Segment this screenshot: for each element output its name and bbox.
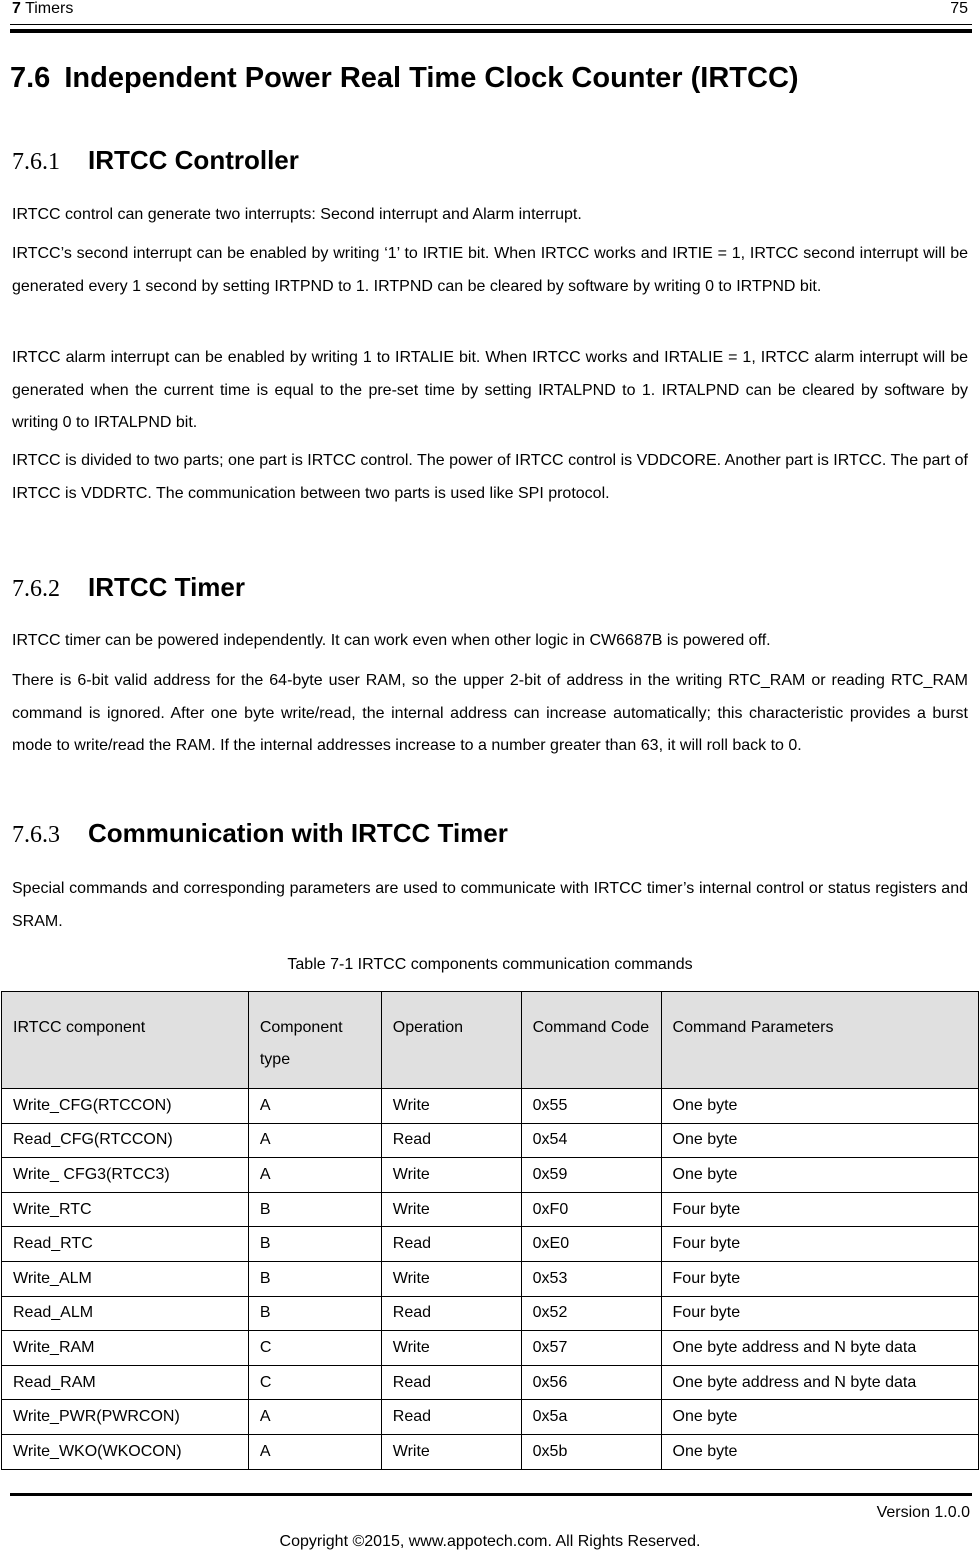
table-cell: C	[248, 1365, 381, 1400]
table-row	[2, 1261, 979, 1296]
table-row	[2, 1365, 979, 1400]
table-cell: B	[248, 1296, 381, 1331]
table-cell: 0xF0	[521, 1192, 661, 1227]
table-cell: Read_CFG(RTCCON)	[2, 1123, 249, 1158]
column-header: Command Parameters	[661, 992, 978, 1089]
table-cell: Write_PWR(PWRCON)	[2, 1400, 249, 1435]
column-header: Operation	[381, 992, 521, 1089]
table-cell: Read_ALM	[2, 1296, 249, 1331]
table-cell: 0x5b	[521, 1434, 661, 1469]
table-cell: 0x59	[521, 1158, 661, 1193]
page-number: 75	[950, 0, 968, 17]
table-cell: 0x57	[521, 1331, 661, 1366]
table-cell: B	[248, 1227, 381, 1262]
table-cell: Write	[381, 1089, 521, 1124]
table-cell: B	[248, 1192, 381, 1227]
table-row	[2, 1192, 979, 1227]
table-cell: Write_CFG(RTCCON)	[2, 1089, 249, 1124]
chapter-title: Timers	[25, 0, 74, 17]
table-cell: 0x53	[521, 1261, 661, 1296]
table-cell: A	[248, 1400, 381, 1435]
footer-copyright: Copyright ©2015, www.appotech.com. All Rights Reserved.	[279, 1533, 701, 1550]
section-number: 7.6	[10, 62, 51, 94]
table-cell: Read	[381, 1123, 521, 1158]
table-cell: Write	[381, 1261, 521, 1296]
table-row	[2, 1400, 979, 1435]
paragraph: Special commands and corresponding parameters are used to communicate with IRTCC timer’s internal control or status registers and SRAM.	[12, 880, 968, 930]
footer-rule	[10, 1493, 972, 1496]
table-cell: One byte	[661, 1089, 978, 1124]
table-cell: One byte	[661, 1123, 978, 1158]
table-cell: Write	[381, 1434, 521, 1469]
subsection-heading-communication	[12, 818, 508, 849]
table-cell: One byte address and N byte data	[661, 1331, 978, 1366]
paragraph: There is 6-bit valid address for the 64-byte user RAM, so the upper 2-bit of address in the writing RTC_RAM or reading RTC_RAM command is ignored. After one byte write/read, the internal address can increase automatically; this characteristic provides a burst mode to write/read the RAM. If the internal addresses increase to a number greater than 63, it will roll back to 0.	[12, 672, 968, 754]
table-cell: Read_RTC	[2, 1227, 249, 1262]
table-cell: Four byte	[661, 1261, 978, 1296]
table-cell: Write	[381, 1331, 521, 1366]
table-row	[2, 1123, 979, 1158]
column-header: Component type	[248, 992, 381, 1089]
paragraph: IRTCC timer can be powered independently. It can work even when other logic in CW6687B is powered off.	[12, 632, 771, 649]
table-caption: Table 7-1 IRTCC components communication commands	[287, 956, 693, 973]
table-cell: 0x52	[521, 1296, 661, 1331]
table-cell: Read	[381, 1400, 521, 1435]
table-cell: Write_RAM	[2, 1331, 249, 1366]
commands-table	[1, 991, 979, 1470]
table-cell: Read	[381, 1365, 521, 1400]
table-cell: Write	[381, 1158, 521, 1193]
section-heading	[10, 62, 799, 95]
subsection-heading-irtcc-controller	[12, 145, 299, 176]
column-header: Command Code	[521, 992, 661, 1089]
table-cell: One byte	[661, 1158, 978, 1193]
table-cell: Read	[381, 1227, 521, 1262]
table-header-row	[2, 992, 979, 1089]
paragraph: IRTCC alarm interrupt can be enabled by writing 1 to IRTALIE bit. When IRTCC works and IRTALIE = 1, IRTCC alarm interrupt will be generated when the current time is equal to the pre-set time by setting IRTALPND to 1. IRTALPND can be cleared by software by writing 0 to IRTALPND bit.	[12, 349, 968, 431]
table-cell: Write	[381, 1192, 521, 1227]
table-cell: 0xE0	[521, 1227, 661, 1262]
header-rule-thin	[10, 24, 972, 25]
table-row	[2, 1296, 979, 1331]
subsection-number: 7.6.3	[12, 822, 60, 848]
table-cell: Write_RTC	[2, 1192, 249, 1227]
table-cell: Write_ CFG3(RTCC3)	[2, 1158, 249, 1193]
table-cell: Four byte	[661, 1296, 978, 1331]
table-cell: 0x56	[521, 1365, 661, 1400]
table-cell: 0x55	[521, 1089, 661, 1124]
subsection-title: IRTCC Timer	[88, 572, 245, 602]
table-cell: Read_RAM	[2, 1365, 249, 1400]
table-cell: One byte	[661, 1400, 978, 1435]
table-cell: B	[248, 1261, 381, 1296]
footer-version: Version 1.0.0	[876, 1504, 970, 1521]
paragraph: IRTCC’s second interrupt can be enabled by writing ‘1’ to IRTIE bit. When IRTCC works and IRTIE = 1, IRTCC second interrupt will be generated every 1 second by setting IRTPND to 1. IRTPND can be cleared by software by writing 0 to IRTPND bit.	[12, 245, 968, 295]
table-cell: A	[248, 1434, 381, 1469]
running-header-chapter	[12, 0, 73, 18]
subsection-title: Communication with IRTCC Timer	[88, 818, 508, 848]
table-cell: A	[248, 1089, 381, 1124]
table-cell: Write_ALM	[2, 1261, 249, 1296]
table-row	[2, 1227, 979, 1262]
table-row	[2, 1434, 979, 1469]
table-cell: C	[248, 1331, 381, 1366]
paragraph: IRTCC control can generate two interrupts: Second interrupt and Alarm interrupt.	[12, 206, 582, 223]
table-cell: A	[248, 1123, 381, 1158]
table-cell: Four byte	[661, 1227, 978, 1262]
subsection-heading-irtcc-timer	[12, 572, 245, 603]
table-cell: Four byte	[661, 1192, 978, 1227]
table-row	[2, 1331, 979, 1366]
table-cell: One byte	[661, 1434, 978, 1469]
table-cell: One byte address and N byte data	[661, 1365, 978, 1400]
table-cell: A	[248, 1158, 381, 1193]
subsection-title: IRTCC Controller	[88, 145, 299, 175]
subsection-number: 7.6.2	[12, 576, 60, 602]
table-cell: Read	[381, 1296, 521, 1331]
subsection-number: 7.6.1	[12, 149, 60, 175]
table-cell: Write_WKO(WKOCON)	[2, 1434, 249, 1469]
table-row	[2, 1089, 979, 1124]
table-cell: 0x54	[521, 1123, 661, 1158]
section-title: Independent Power Real Time Clock Counter (IRTCC)	[64, 62, 799, 94]
table-row	[2, 1158, 979, 1193]
column-header: IRTCC component	[2, 992, 249, 1089]
header-rule-thick	[10, 29, 972, 33]
paragraph: IRTCC is divided to two parts; one part is IRTCC control. The power of IRTCC control is VDDCORE. Another part is IRTCC. The part of IRTCC is VDDRTC. The communication between two parts is used like SPI protocol.	[12, 452, 968, 502]
chapter-number: 7	[12, 0, 21, 17]
table-cell: 0x5a	[521, 1400, 661, 1435]
